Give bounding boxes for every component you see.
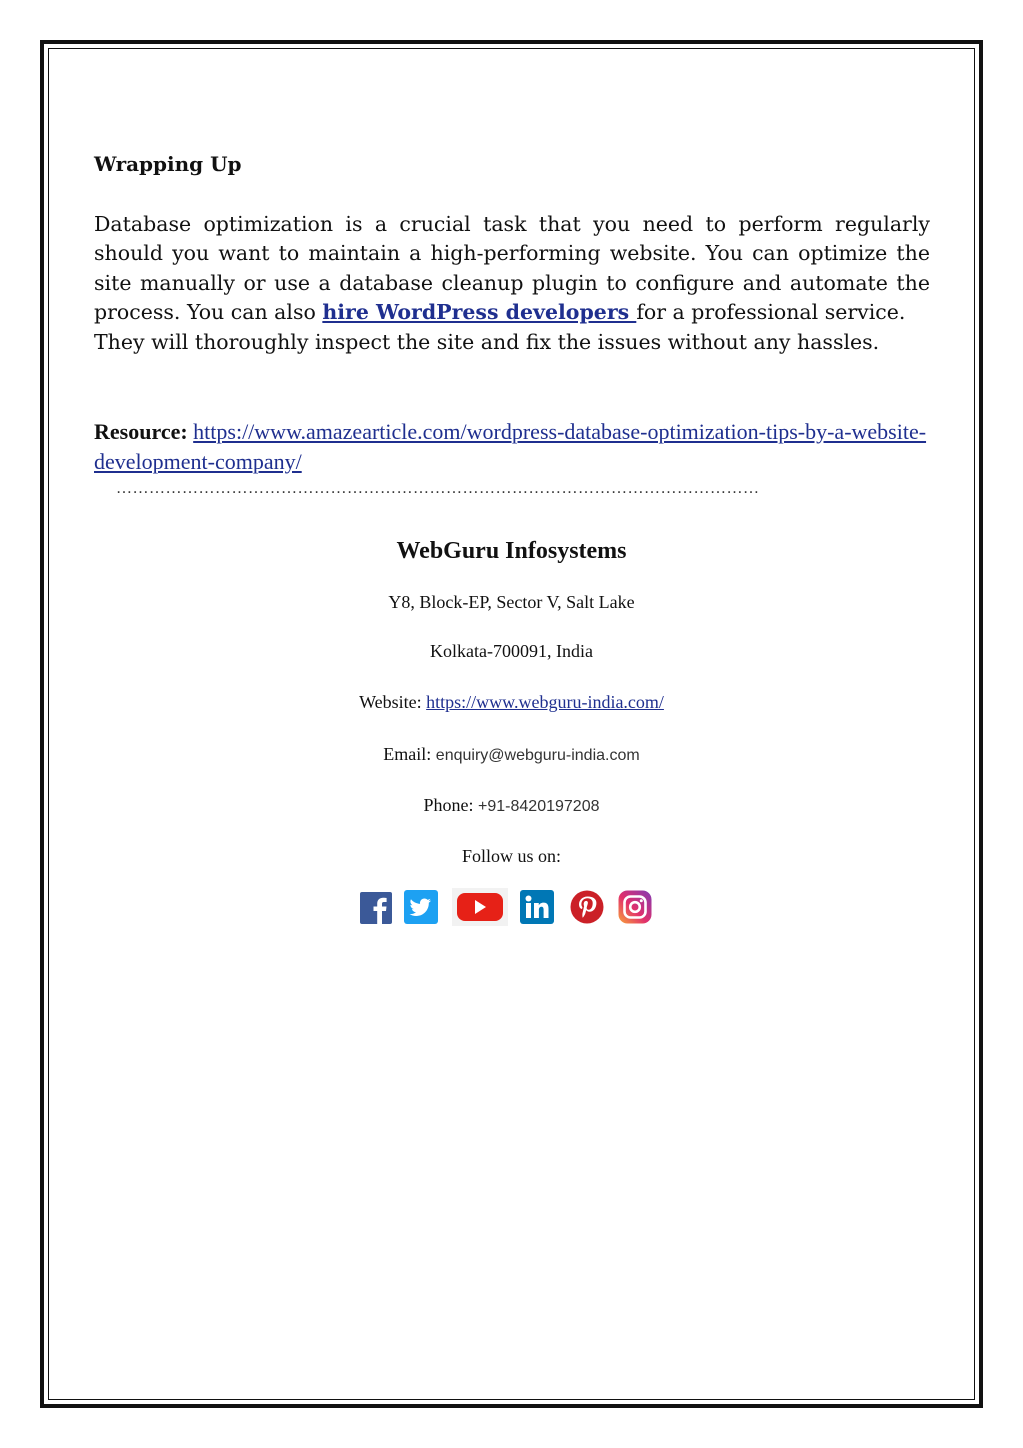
youtube-icon[interactable] — [452, 888, 508, 926]
follow-label: Follow us on: — [461, 846, 562, 866]
phone-line — [0, 795, 1023, 816]
phone-label: Phone: — [423, 795, 474, 815]
social-icons — [358, 888, 658, 928]
paragraph-text-after-link: for a professional service. — [636, 300, 906, 325]
address-line-1: Y8, Block-EP, Sector V, Salt Lake — [388, 592, 635, 612]
pinterest-icon[interactable] — [570, 890, 604, 924]
paragraph-text-before-link: Database optimization is a crucial task that you need to perform regularly should you want to maintain a high-performing website. You can optimize the site manually or use a database cleanup plugin to configure and automate the process. You can also — [94, 212, 930, 325]
section-heading: Wrapping Up — [94, 152, 242, 176]
address-line-2: Kolkata-700091, India — [430, 641, 593, 661]
hire-developers-link[interactable]: hire WordPress developers — [322, 300, 637, 325]
resource-link[interactable]: https://www.amazearticle.com/wordpress-database-optimization-tips-by-a-website-development-company/ — [94, 419, 927, 474]
dotted-separator: ……………………………………………………………………………………………………… — [116, 480, 760, 497]
website-link[interactable]: https://www.webguru-india.com/ — [426, 692, 664, 712]
linkedin-icon[interactable] — [520, 890, 554, 924]
instagram-icon[interactable] — [618, 890, 652, 924]
paragraph-last-line: They will thoroughly inspect the site and fix the issues without any hassles. — [94, 329, 880, 354]
article-paragraph — [94, 210, 930, 357]
company-name: WebGuru Infosystems — [396, 538, 627, 564]
twitter-icon[interactable] — [404, 890, 438, 924]
email-address[interactable]: enquiry@webguru-india.com — [435, 747, 640, 764]
email-label: Email: — [383, 744, 432, 764]
resource-label: Resource: — [94, 419, 188, 444]
website-line — [0, 692, 1023, 713]
website-label: Website: — [359, 692, 422, 712]
email-line — [0, 744, 1023, 765]
resource-line — [94, 417, 930, 477]
facebook-icon[interactable] — [360, 892, 392, 924]
phone-number: +91-8420197208 — [478, 798, 600, 815]
